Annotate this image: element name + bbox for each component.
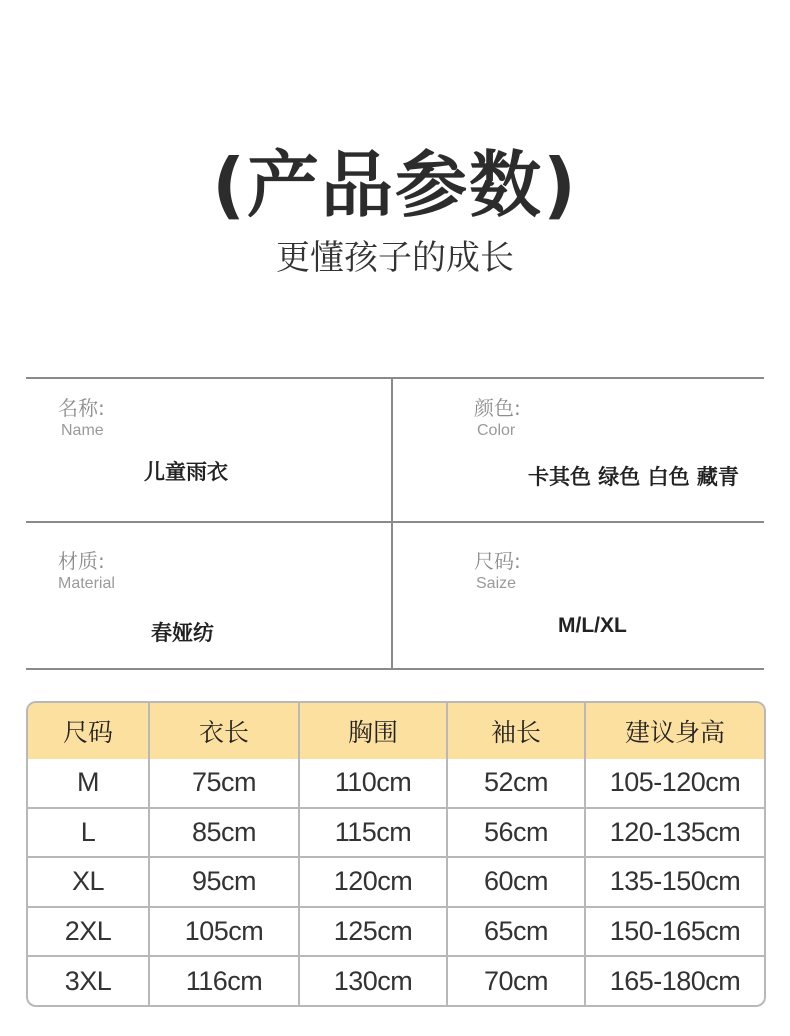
header-height: 建议身高 <box>585 703 764 759</box>
page-title: (产品参数) <box>212 143 578 227</box>
table-cell: 95cm <box>149 857 299 907</box>
divider <box>391 379 393 669</box>
table-cell: 105-120cm <box>609 767 741 798</box>
table-cell: 70cm <box>447 956 585 1005</box>
table-cell: XL <box>28 857 149 907</box>
table-cell: M <box>28 759 149 808</box>
table-row <box>28 857 764 907</box>
table-row <box>28 808 764 858</box>
table-cell: 125cm <box>299 907 447 957</box>
table-cell: 85cm <box>149 808 299 858</box>
size-chart-table <box>26 701 766 1007</box>
material-label: 材质: <box>58 549 105 573</box>
table-cell: 120cm <box>299 857 447 907</box>
table-cell: 105cm <box>149 907 299 957</box>
table-cell: 3XL <box>28 956 149 1005</box>
table-row <box>28 907 764 957</box>
table-cell: 165-180cm <box>585 956 764 1005</box>
table-cell: 52cm <box>447 759 585 808</box>
divider <box>26 377 764 379</box>
size-value: M/L/XL <box>558 614 627 637</box>
table-row <box>28 759 764 808</box>
table-cell: 120-135cm <box>585 808 764 858</box>
table-cell: L <box>28 808 149 858</box>
page-subtitle: 更懂孩子的成长 <box>276 238 514 278</box>
table-cell: 115cm <box>299 808 447 858</box>
table-cell: 60cm <box>447 857 585 907</box>
table-cell: 65cm <box>447 907 585 957</box>
table-cell: 116cm <box>149 956 299 1005</box>
color-label-en: Color <box>477 422 516 439</box>
table-cell: 130cm <box>299 956 447 1005</box>
divider <box>26 668 764 670</box>
table-cell: 75cm <box>149 759 299 808</box>
color-label: 颜色: <box>474 396 521 420</box>
header-length: 衣长 <box>149 703 299 759</box>
table-cell: 56cm <box>447 808 585 858</box>
table-cell: 110cm <box>299 759 447 808</box>
name-label-en: Name <box>61 422 104 439</box>
header-chest: 胸围 <box>299 703 447 759</box>
name-label: 名称: <box>58 396 105 420</box>
name-value: 儿童雨衣 <box>144 460 228 484</box>
header-size: 尺码 <box>28 703 149 759</box>
table-header-row <box>28 703 764 759</box>
table-row <box>28 956 764 1005</box>
size-label: 尺码: <box>474 549 521 573</box>
table-cell: 135-150cm <box>585 857 764 907</box>
header-sleeve: 袖长 <box>447 703 585 759</box>
table-cell: 150-165cm <box>585 907 764 957</box>
divider <box>26 521 764 523</box>
size-label-en: Saize <box>476 575 517 592</box>
material-value: 春娅纺 <box>151 621 214 645</box>
material-label-en: Material <box>58 575 115 592</box>
color-value: 卡其色 绿色 白色 藏青 <box>528 465 739 489</box>
table-cell: 2XL <box>28 907 149 957</box>
